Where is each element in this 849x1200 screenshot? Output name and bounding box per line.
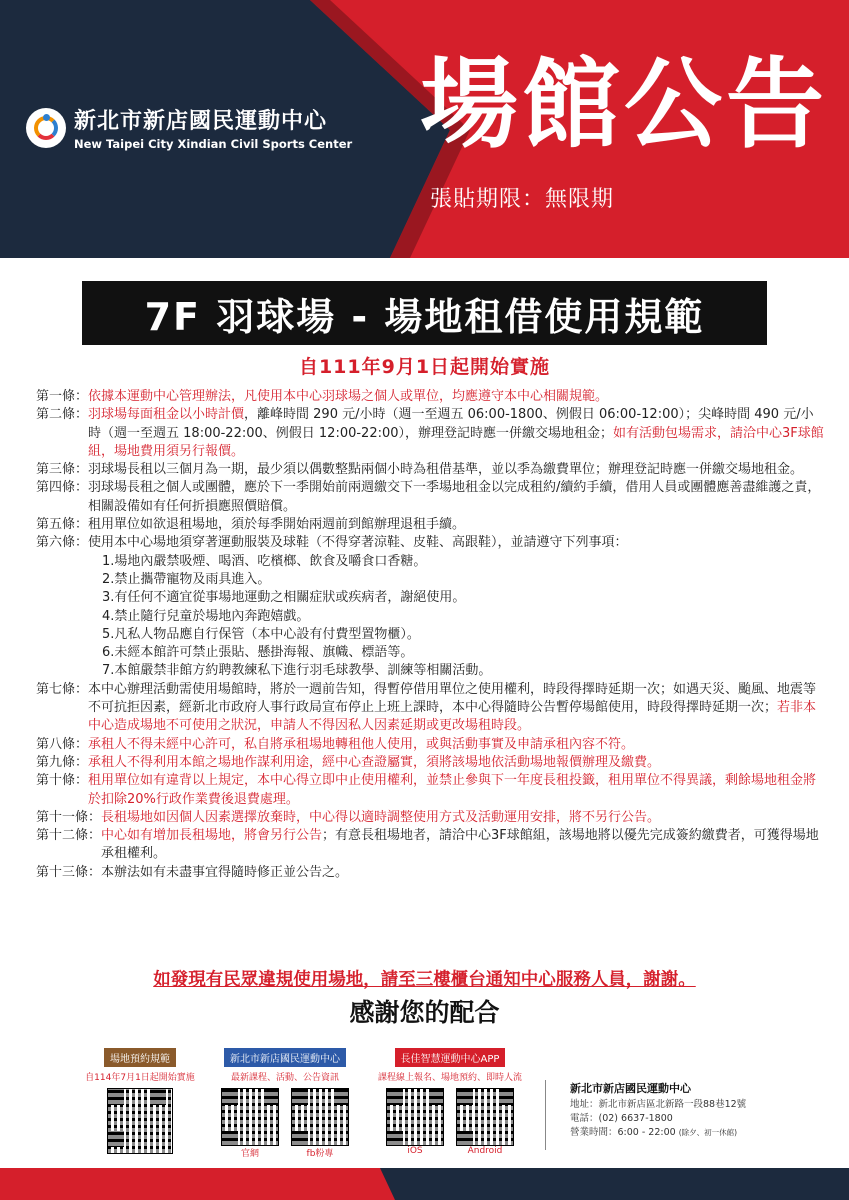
rule-sub-item: 7.本館嚴禁非館方約聘教練私下進行羽毛球教學、訓練等相關活動。 <box>102 663 492 679</box>
article-text-part: 若非本中心造成場地不可使用之狀況，申請人不得因私人因素延期或更改場租時段。 <box>88 700 817 734</box>
org-logo <box>26 104 352 151</box>
contact-phone: 電話：(02) 6637-1800 <box>570 1113 673 1124</box>
article-text-part: 租用單位如欲退租場地，須於每季開始兩週前到館辦理退租手續。 <box>88 517 466 533</box>
qr-code-facebook[interactable] <box>291 1088 349 1146</box>
sports-center-logo-icon <box>26 108 66 148</box>
article-item <box>36 406 826 461</box>
rule-sub-item: 1.場地內嚴禁吸煙、喝酒、吃檳榔、飲食及嚼食口香糖。 <box>102 553 427 569</box>
org-name-zh: 新北市新店國民運動中心 <box>74 109 328 134</box>
article-text-part: 承租人不得未經中心許可，私自將承租場地轉租他人使用，或與活動事實及申請承租內容不符。 <box>88 736 635 752</box>
article-label: 第四條： <box>36 480 89 496</box>
qr-group-app <box>370 1047 530 1156</box>
article-item <box>36 479 826 516</box>
article-text-part: 本中心辦理活動需使用場館時，將於一週前告知，得暫停借用單位之使用權利，時段得擇時延期一次；如遇天災、颱風、地震等不可抗拒因素，經新北市政府人事行政局宣布停止上班上課時，本中心得隨時公告暫停場館使用，時段得擇時延期一次； <box>88 681 817 716</box>
org-name-en: New Taipei City Xindian Civil Sports Center <box>74 137 353 151</box>
qr-group-head: 長佳智慧運動中心APP <box>395 1048 506 1067</box>
violation-notice <box>0 966 849 991</box>
article-item <box>36 754 826 772</box>
article-label: 第九條： <box>36 754 89 770</box>
article-item <box>36 534 826 552</box>
article-text-part: 如有活動包場需求，請洽中心3F球館組，場地費用須另行報價。 <box>88 425 824 459</box>
qr-caption-website: 官網 <box>240 1149 259 1159</box>
article-text-part: ；有意長租場地者，請洽中心3F球館組，該場地將以優先完成簽約繳費者，可獲得場地承租權利。 <box>101 828 819 862</box>
contact-title: 新北市新店國民運動中心 <box>570 1082 691 1095</box>
article-text <box>88 736 826 754</box>
article-text-part: 羽球場每面租金以小時計價 <box>88 407 245 423</box>
article-text <box>88 406 826 461</box>
article-text-part: 依據本運動中心管理辦法，凡使用本中心羽球場之個人或單位，均應遵守本中心相關規範。 <box>88 389 609 404</box>
article-text <box>88 388 826 406</box>
violation-notice-text: 如發現有民眾違規使用場地，請至三樓櫃台通知中心服務人員，謝謝。 <box>153 970 696 990</box>
article-text <box>88 516 826 534</box>
contact-address: 地址：新北市新店區北新路一段88巷12號 <box>570 1099 747 1110</box>
header-banner <box>0 0 849 258</box>
page-title: 場館公告 <box>420 48 829 162</box>
thanks-text: 感謝您的配合 <box>349 998 500 1027</box>
article-text-part: ，離峰時間 290 元/小時（週一至週五 06:00-1800、例假日 06:00-12:00）；尖峰時間 490 元/小時（週一至週五 18:00-22:00、例假日 12:00-22:00），辦理登記時應一併繳交場地租金； <box>88 407 814 441</box>
article-item <box>36 516 826 534</box>
qr-group-head: 新北市新店國民運動中心 <box>224 1048 346 1067</box>
qr-group-head: 場地預約規範 <box>104 1048 176 1067</box>
article-label: 第六條： <box>36 535 89 551</box>
rule-sub-item: 4.禁止隨行兒童於場地內奔跑嬉戲。 <box>102 608 310 624</box>
article-text-part: 承租人不得利用本館之場地作謀利用途，經中心查證屬實，須將該場地依活動場地報價辦理及繳費。 <box>88 754 661 770</box>
article-label: 第十條： <box>36 773 89 789</box>
article-text <box>88 681 826 736</box>
qr-group-center-info <box>215 1047 355 1159</box>
rule-sub-item: 2.禁止攜帶寵物及雨具進入。 <box>102 571 271 587</box>
article-label: 第三條： <box>36 462 89 478</box>
article-label: 第十三條： <box>36 864 102 880</box>
article-text-part: 使用本中心場地須穿著運動服裝及球鞋（不得穿著涼鞋、皮鞋、高跟鞋），並請遵守下列事項： <box>88 535 628 551</box>
rule-sub-item: 6.未經本館許可禁止張貼、懸掛海報、旗幟、標語等。 <box>102 645 414 661</box>
rule-title: 7F 羽球場 - 場地租借使用規範 <box>144 294 705 339</box>
qr-group-sub: 課程線上報名、場地預約、即時人流 <box>377 1073 522 1083</box>
article-text-part: 羽球場長租之個人或團體，應於下一季開始前兩週繳交下一季場地租金以完成租約/續約手續，借用人員或團體應善盡維護之責，相關設備如有任何折損應照價賠償。 <box>88 480 821 514</box>
effective-date: 自111年9月1日起開始實施 <box>298 356 551 378</box>
article-text <box>101 809 826 827</box>
qr-caption-ios: iOS <box>407 1146 423 1156</box>
article-text-part: 租用單位如有違背以上規定，本中心得立即中止使用權利，並禁止參與下一年度長租投籤，租用單位不得異議，剩餘場地租金將於扣除20%行政作業費後退費處理。 <box>88 773 817 807</box>
article-label: 第十二條： <box>36 828 102 844</box>
rule-sub-item: 3.有任何不適宜從事場地運動之相關症狀或疾病者，謝絕使用。 <box>102 590 466 606</box>
contact-block <box>570 1082 746 1140</box>
article-label: 第一條： <box>36 389 89 404</box>
article-text-part: 中心如有增加長租場地，將會另行公告 <box>101 828 323 844</box>
qr-caption-android: Android <box>467 1146 503 1156</box>
footer-bar <box>0 1168 849 1200</box>
qr-group-booking-rules <box>80 1047 200 1154</box>
contact-divider <box>545 1080 546 1150</box>
footer-dark-panel <box>0 1168 849 1200</box>
qr-code-website[interactable] <box>221 1088 279 1146</box>
article-item <box>36 736 826 754</box>
qr-caption-facebook: fb粉專 <box>306 1149 334 1159</box>
qr-code-android[interactable] <box>456 1088 514 1146</box>
articles-list <box>36 388 826 882</box>
article-item <box>36 388 826 406</box>
rule-title-banner <box>82 281 767 345</box>
article-label: 第二條： <box>36 407 89 423</box>
article-item <box>36 864 826 882</box>
article-text <box>88 754 826 772</box>
article-text <box>88 479 826 516</box>
qr-group-sub: 自114年7月1日起開始實施 <box>85 1073 195 1083</box>
article-text-part: 長租場地如因個人因素選擇放棄時，中心得以適時調整使用方式及活動運用安排，將不另行公告。 <box>101 809 661 825</box>
article-label: 第十一條： <box>36 809 102 825</box>
qr-code-booking-rules[interactable] <box>107 1088 173 1154</box>
article-item <box>36 461 826 479</box>
rule-sub-item: 5.凡私人物品應自行保管（本中心設有付費型置物櫃）。 <box>102 626 420 642</box>
article-text <box>101 864 826 882</box>
article-label: 第七條： <box>36 681 89 697</box>
article-item <box>36 809 826 827</box>
article-label: 第五條： <box>36 517 89 533</box>
contact-hours-note: (除夕、初一休館) <box>678 1128 738 1137</box>
article-text <box>88 772 826 809</box>
article-item <box>36 772 826 809</box>
article-text-part: 本辦法如有未盡事宜得隨時修正並公告之。 <box>101 864 349 880</box>
posting-period: 張貼期限：無限期 <box>430 187 615 212</box>
article-label: 第八條： <box>36 736 89 752</box>
article-text <box>88 461 826 479</box>
article-item <box>36 681 826 736</box>
contact-hours: 營業時間：6:00 - 22:00 <box>570 1127 676 1138</box>
article-item <box>36 827 826 864</box>
article-text <box>101 827 826 864</box>
qr-group-sub: 最新課程、活動、公告資訊 <box>230 1073 339 1083</box>
article-text <box>88 534 826 552</box>
article-text-part: 羽球場長租以三個月為一期，最少須以偶數整點兩個小時為租借基準，並以季為繳費單位；辦理登記時應一併繳交場地租金。 <box>88 462 804 478</box>
qr-code-ios[interactable] <box>386 1088 444 1146</box>
